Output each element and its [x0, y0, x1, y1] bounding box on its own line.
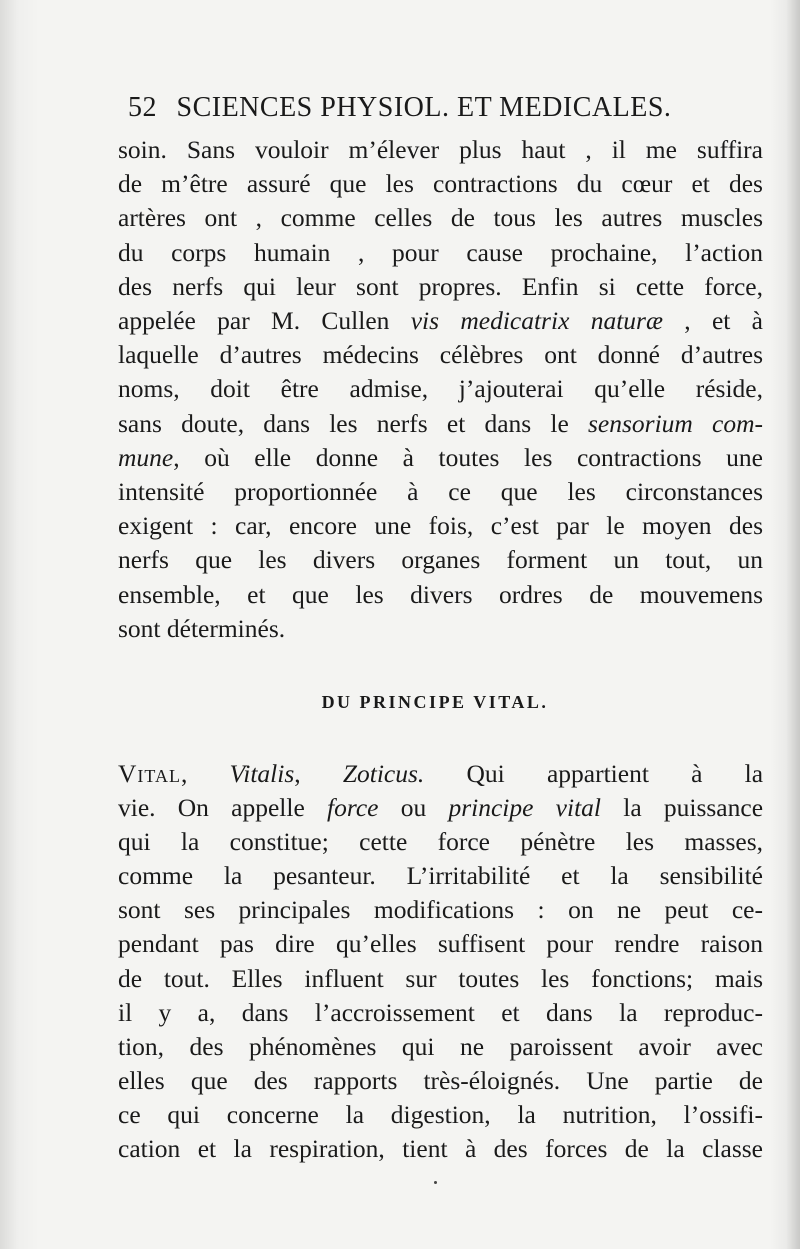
text-segment: , et à [684, 306, 763, 336]
text-line: ensemble, et que les divers ordres de mouvemens [118, 579, 763, 609]
punctuation: , [180, 759, 188, 788]
text-line: il y a, dans l’accroissement et dans la reproduc- [118, 997, 763, 1027]
text-line: cation et la respiration, tient à des forces de la classe [118, 1134, 763, 1164]
text-line: elles que des rapports très-éloignés. Une partie de [118, 1065, 763, 1095]
text-line: ce qui concerne la digestion, la nutrition, l’ossifi- [118, 1099, 763, 1129]
running-title: SCIENCES PHYSIOL. ET MEDICALES. [176, 92, 672, 123]
latin-term: Zoticus. [342, 759, 425, 788]
text-line: exigent : car, encore une fois, c’est par le moyen des [118, 511, 763, 541]
text-line [118, 757, 763, 791]
text-line: des nerfs qui leur sont propres. Enfin si cette force, [118, 271, 763, 301]
text-line: comme la pesanteur. L’irritabilité et la sensibilité [118, 861, 763, 891]
text-segment: vie. On appelle [118, 793, 305, 823]
text-line: du corps humain , pour cause prochaine, l’action [118, 237, 763, 267]
punctuation: , [294, 759, 301, 788]
running-header [128, 92, 728, 124]
text-line: tion, des phénomènes qui ne paroissent avoir avec [118, 1031, 763, 1061]
section-title: DU PRINCIPE VITAL. [321, 692, 549, 712]
italic-term: force [327, 793, 379, 823]
text-line: intensité proportionnée à ce que les circonstances [118, 477, 763, 507]
text-line: artères ont , comme celles de tous les autres muscles [118, 203, 763, 233]
text-segment: Qui appartient à la [466, 759, 764, 788]
text-line: qui la constitue; cette force pénètre les masses, [118, 827, 763, 857]
text-segment: ou [400, 793, 427, 823]
latin-term: Vitalis [229, 759, 295, 788]
paragraph-1 [118, 133, 763, 646]
text-line: sont déterminés. [118, 613, 286, 643]
ink-speck [434, 1181, 437, 1184]
latin-term: sensorium com- [588, 408, 763, 438]
page-number: 52 [128, 92, 157, 123]
text-line [118, 407, 763, 441]
text-line: laquelle d’autres médecins célèbres ont donné d’autres [118, 340, 763, 370]
text-line: nerfs que les divers organes forment un tout, un [118, 545, 763, 575]
paragraph-2 [118, 757, 763, 1166]
text-segment: sans doute, dans les nerfs et dans le [118, 408, 569, 438]
text-segment: , où elle donne à toutes les contractions une [173, 442, 763, 472]
text-line: de tout. Elles influent sur toutes les fonctions; mais [118, 963, 763, 993]
text-segment: la puissance [623, 793, 764, 823]
text-segment: appelée par M. Cullen [118, 306, 390, 336]
text-line: soin. Sans vouloir m’élever plus haut , il me suffira [118, 135, 763, 164]
text-line: sont ses principales modifications : on ne peut ce- [118, 895, 763, 925]
entry-headword: Vital [118, 759, 181, 788]
text-line: noms, doit être admise, j’ajouterai qu’elle réside, [118, 374, 763, 404]
latin-term: vis medicatrix naturæ [410, 306, 663, 336]
text-line [118, 441, 763, 475]
text-line: pendant pas dire qu’elles suffisent pour rendre raison [118, 929, 763, 959]
text-line: de m’être assuré que les contractions du cœur et des [118, 169, 763, 199]
italic-term: principe vital [448, 793, 601, 823]
text-line [118, 791, 763, 825]
text-line [118, 304, 763, 338]
latin-term: mune [118, 442, 174, 472]
